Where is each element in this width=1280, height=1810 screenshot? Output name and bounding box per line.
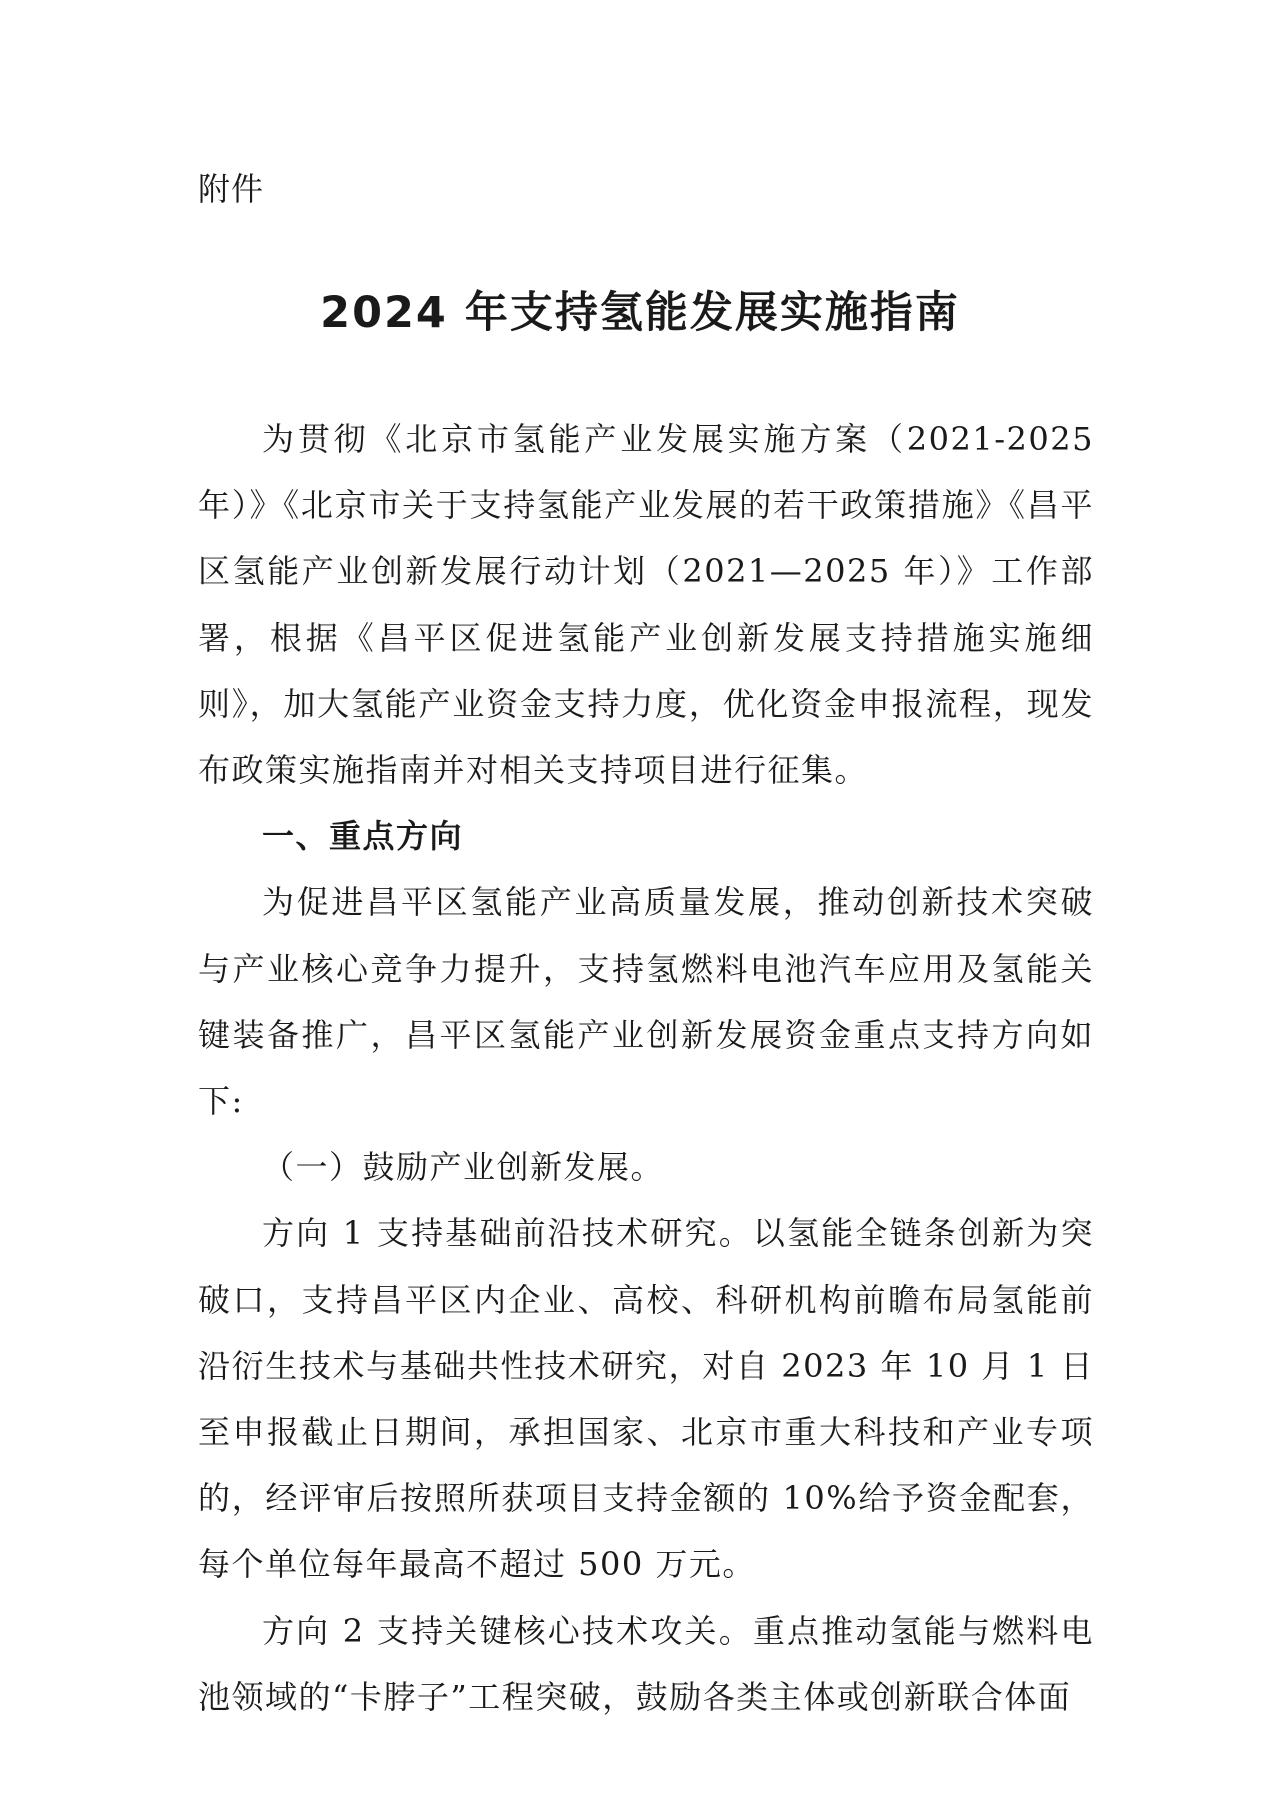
- direction-2-paragraph: 方向 2 支持关键核心技术攻关。重点推动氢能与燃料电池领域的“卡脖子”工程突破，鼓励各类主体或创新联合体面: [198, 1611, 1094, 1716]
- intro-paragraph: 为贯彻《北京市氢能产业发展实施方案（2021-2025 年）》《北京市关于支持氢能产业发展的若干政策措施》《昌平区氢能产业创新发展行动计划（2021—2025 年）》工作部署，根据《昌平区促进氢能产业创新发展支持措施实施细则》，加大氢能产业资金支持力度，优化资金申报流程，现发布政策实施指南并对相关支持项目进行征集。: [198, 420, 1094, 790]
- section-heading-key-directions: 一、重点方向: [262, 817, 464, 856]
- document-body: [198, 406, 1094, 1730]
- key-directions-paragraph: 为促进昌平区氢能产业高质量发展，推动创新技术突破与产业核心竞争力提升，支持氢燃料电池汽车应用及氢能关键装备推广，昌平区氢能产业创新发展资金重点支持方向如下:: [198, 883, 1094, 1121]
- subsection-heading-innovation: （一）鼓励产业创新发展。: [262, 1148, 665, 1187]
- document-title: 2024 年支持氢能发展实施指南: [320, 288, 960, 338]
- attachment-label: 附件: [198, 170, 265, 208]
- direction-1-paragraph: 方向 1 支持基础前沿技术研究。以氢能全链条创新为突破口，支持昌平区内企业、高校、科研机构前瞻布局氢能前沿衍生技术与基础共性技术研究，对自 2023 年 10 月 1 日至申报截止日期间，承担国家、北京市重大科技和产业专项的，经评审后按照所获项目支持金额的 10%给予资金配套，每个单位每年最高不超过 500 万元。: [198, 1214, 1094, 1584]
